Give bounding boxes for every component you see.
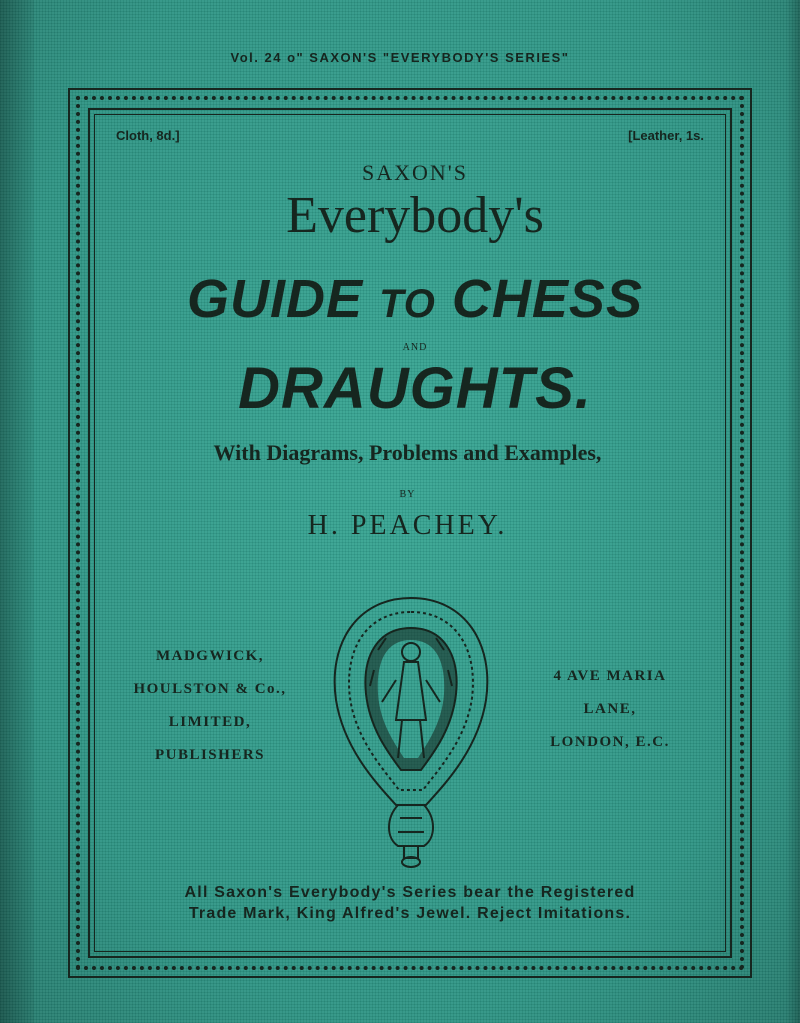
- address-line: LANE,: [583, 701, 637, 717]
- publisher-line: MADGWICK,: [155, 648, 265, 664]
- publisher-line: HOULSTON & Co.,: [133, 681, 287, 697]
- king-alfreds-jewel-icon: [326, 590, 496, 870]
- title-guide: GUIDE: [187, 269, 364, 329]
- address-line: 4 AVE MARIA: [553, 668, 667, 684]
- subtitle: With Diagrams, Problems and Examples,: [213, 440, 602, 465]
- title-and: AND: [402, 342, 428, 353]
- series-line: Vol. 24 o" SAXON'S "EVERYBODY'S SERIES": [230, 50, 570, 65]
- trademark-notice: [0, 882, 800, 924]
- title-everybodys: Everybody's: [286, 187, 544, 244]
- trademark-line: Trade Mark, King Alfred's Jewel. Reject Imitations.: [188, 905, 632, 922]
- price-cloth: Cloth, 8d.]: [116, 128, 180, 143]
- author-name: H. PEACHEY.: [307, 510, 508, 541]
- publisher-line: PUBLISHERS: [154, 747, 266, 763]
- address-line: LONDON, E.C.: [550, 734, 670, 750]
- byline-by: BY: [399, 489, 416, 500]
- trademark-line: All Saxon's Everybody's Series bear the Registered: [184, 884, 636, 901]
- address-block: [500, 660, 720, 759]
- title-guide-to-chess: [0, 268, 800, 335]
- publisher-line: LIMITED,: [168, 714, 252, 730]
- title-to: TO: [379, 282, 436, 326]
- title-draughts: DRAUGHTS.: [238, 356, 592, 421]
- publisher-block: [100, 640, 320, 772]
- price-leather: [Leather, 1s.: [628, 128, 704, 143]
- imprint-name: SAXON'S: [362, 160, 468, 185]
- title-chess: CHESS: [451, 269, 643, 329]
